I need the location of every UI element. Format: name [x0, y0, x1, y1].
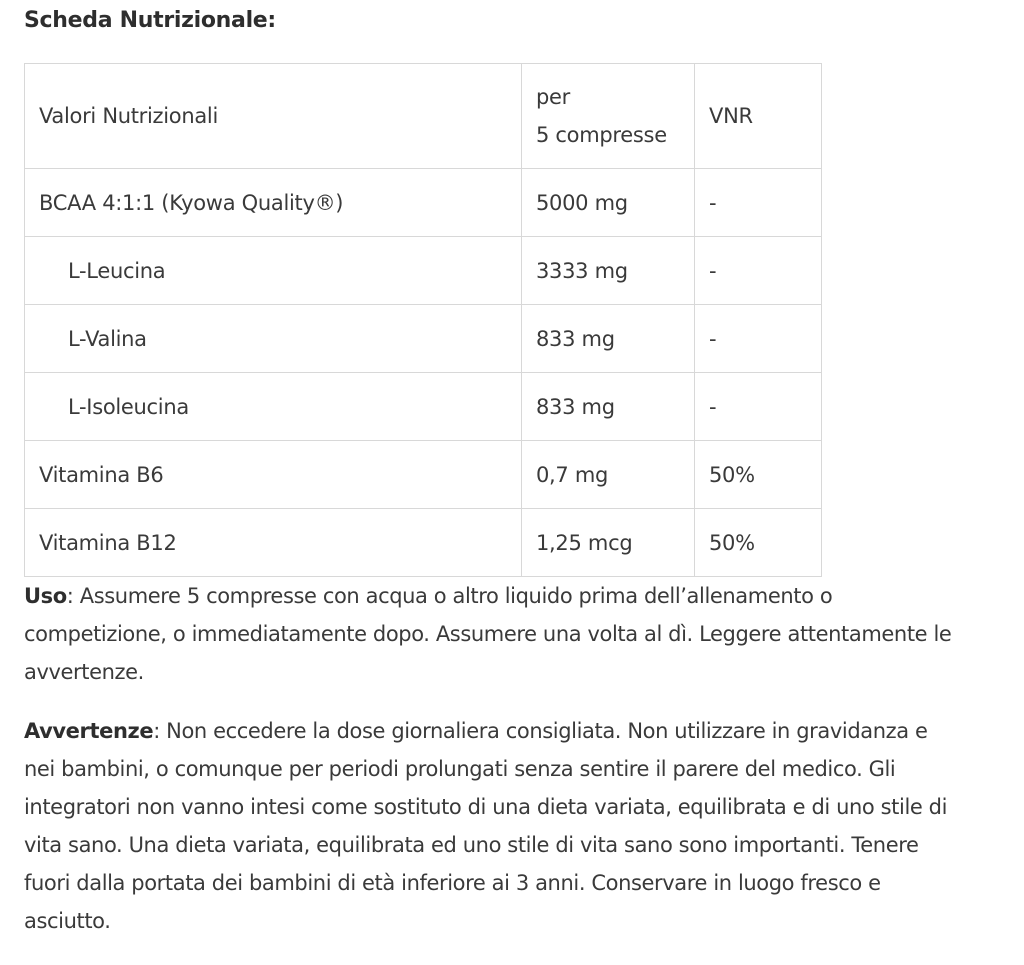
table-row: [25, 237, 822, 305]
header-serving-label: 5 compresse: [536, 123, 667, 147]
nutrient-name: BCAA 4:1:1 (Kyowa Quality®): [25, 169, 522, 237]
table-row: [25, 373, 822, 441]
header-nutritional-values: Valori Nutrizionali: [25, 64, 522, 169]
table-row: [25, 441, 822, 509]
table-header-row: [25, 64, 822, 169]
table-row: [25, 169, 822, 237]
nutrient-vnr: 50%: [695, 441, 822, 509]
table-row: [25, 305, 822, 373]
header-per-serving: [522, 64, 695, 169]
warnings-text: : Non eccedere la dose giornaliera consigliata. Non utilizzare in gravidanza e nei bambini, o comunque per periodi prolungati senza sentire il parere del medico. Gli integratori non vanno intesi come sostituto di una dieta variata, equilibrata e di uno stile di vita sano. Una dieta variata, equilibrata ed uno stile di vita sano sono importanti. Tenere fuori dalla portata dei bambini di età inferiore ai 3 anni. Conservare in luogo fresco e asciutto.: [24, 719, 948, 933]
nutrient-vnr: -: [695, 373, 822, 441]
nutrient-vnr: -: [695, 237, 822, 305]
table-row: [25, 509, 822, 577]
page-title: Scheda Nutrizionale:: [24, 8, 276, 33]
nutrient-name: L-Valina: [25, 305, 522, 373]
nutrient-vnr: -: [695, 305, 822, 373]
warnings-label: Avvertenze: [24, 719, 154, 743]
nutrient-amount: 833 mg: [522, 373, 695, 441]
nutrient-amount: 833 mg: [522, 305, 695, 373]
nutrient-name: Vitamina B6: [25, 441, 522, 509]
nutrient-amount: 0,7 mg: [522, 441, 695, 509]
warnings-paragraph: [24, 712, 954, 940]
header-vnr: VNR: [695, 64, 822, 169]
nutrition-table: [24, 63, 822, 577]
nutrient-amount: 5000 mg: [522, 169, 695, 237]
header-per-label: per: [536, 85, 570, 109]
usage-label: Uso: [24, 584, 67, 608]
nutrient-amount: 1,25 mcg: [522, 509, 695, 577]
nutrient-name: Vitamina B12: [25, 509, 522, 577]
usage-text: : Assumere 5 compresse con acqua o altro liquido prima dell’allenamento o competizione, o immediatamente dopo. Assumere una volta al dì. Leggere attentamente le avvertenze.: [24, 584, 952, 684]
nutrient-vnr: -: [695, 169, 822, 237]
usage-paragraph: [24, 577, 954, 691]
nutrient-amount: 3333 mg: [522, 237, 695, 305]
nutrient-vnr: 50%: [695, 509, 822, 577]
nutrient-name: L-Leucina: [25, 237, 522, 305]
nutrient-name: L-Isoleucina: [25, 373, 522, 441]
